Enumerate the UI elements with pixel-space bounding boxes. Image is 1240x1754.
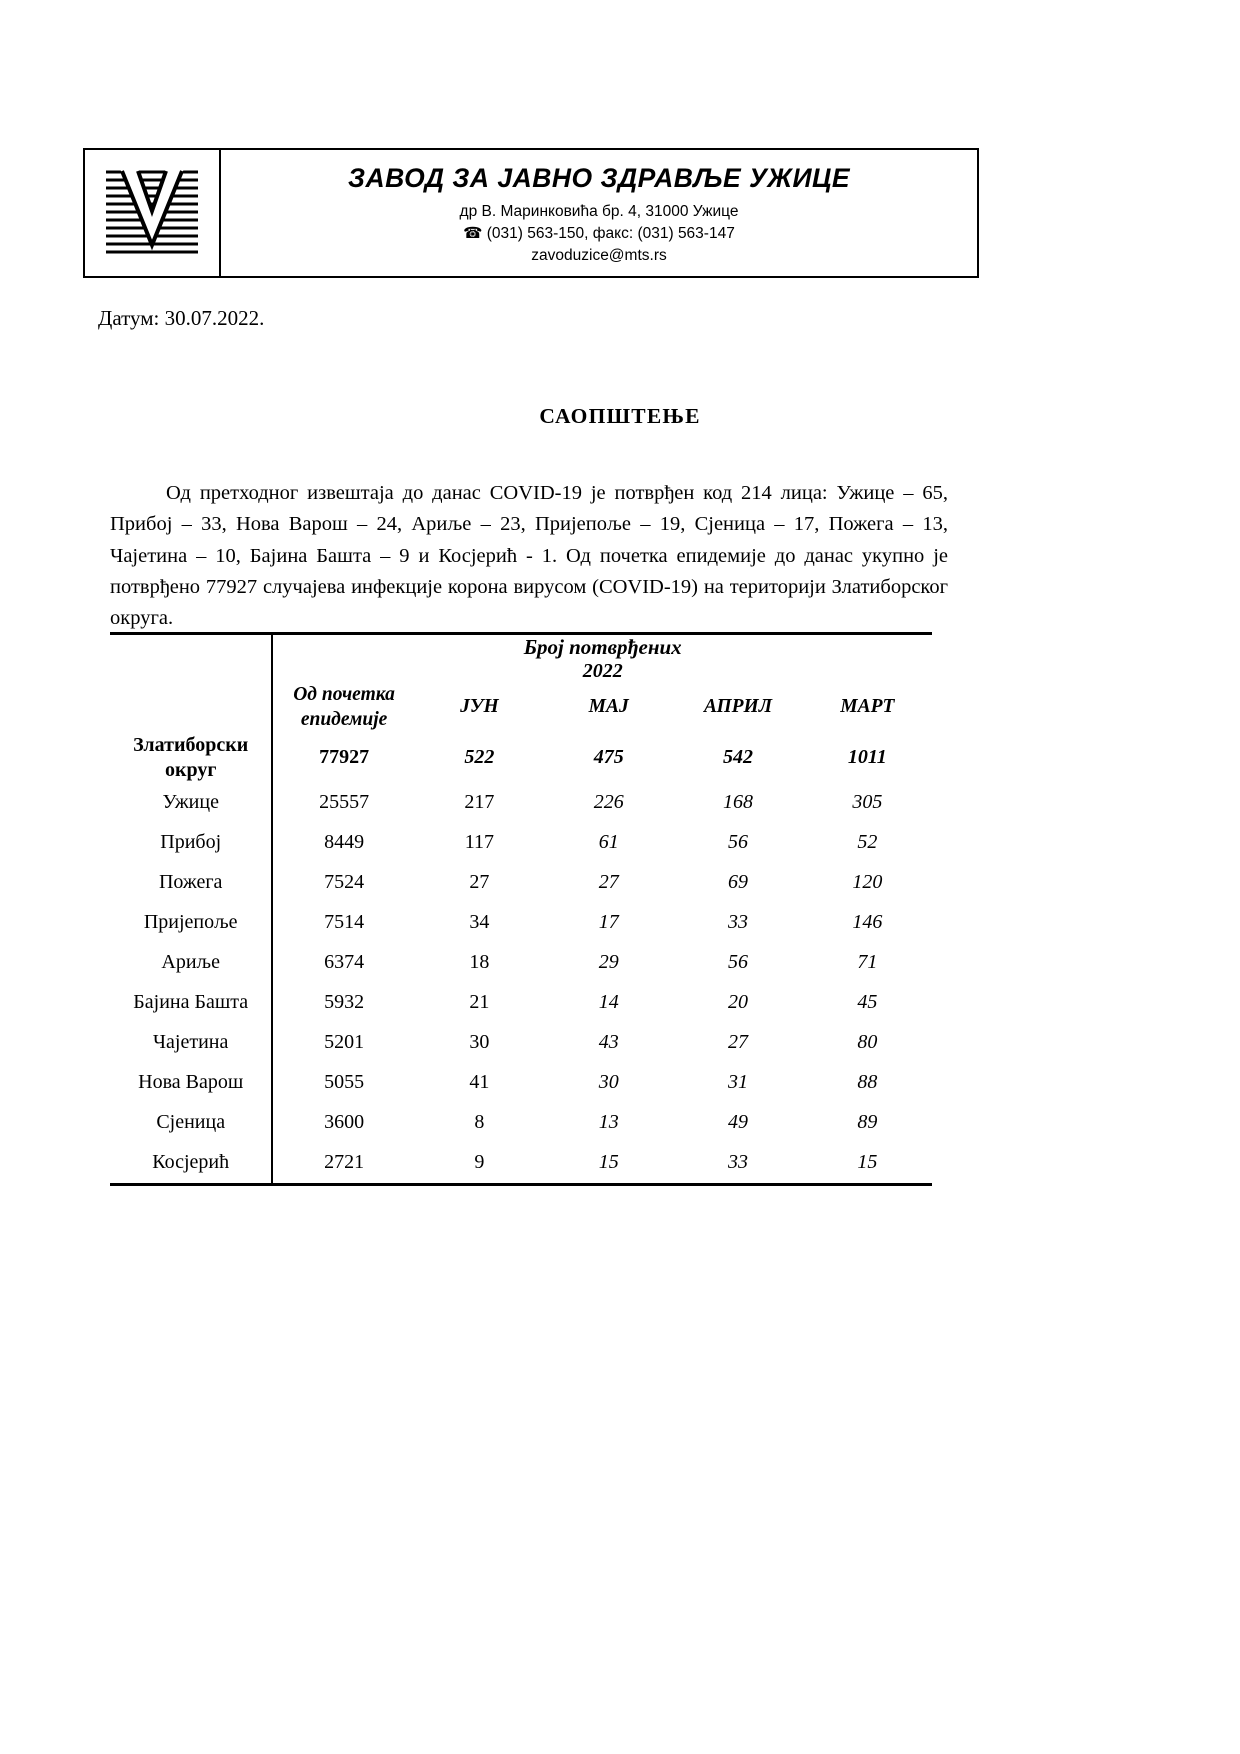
cell-april: 56	[728, 830, 749, 853]
column-header-may: МАЈ	[588, 696, 629, 718]
organization-phone: ☎ (031) 563-150, факс: (031) 563-147	[463, 225, 735, 242]
row-label: Пријепоље	[143, 910, 238, 933]
year-header: 2022	[272, 660, 932, 683]
cell-march: 305	[852, 790, 883, 813]
row-label: Ариље	[161, 950, 220, 973]
total-april: 542	[723, 746, 754, 769]
row-label: Прибој	[160, 830, 222, 853]
cell-june: 30	[469, 1030, 490, 1053]
empty-corner-cell	[110, 635, 272, 660]
row-label: Чајетина	[153, 1030, 229, 1053]
cell-april: 49	[728, 1110, 749, 1133]
empty-cell	[110, 660, 272, 683]
row-label-district: Златиборски округ	[133, 733, 249, 781]
logo-cell	[85, 150, 221, 276]
table-column-header-row	[110, 683, 932, 733]
cell-since-start: 8449	[272, 823, 414, 863]
table-row-total	[110, 733, 932, 783]
cell-june: 21	[469, 990, 490, 1013]
cell-june: 117	[464, 830, 495, 853]
total-since-start: 77927	[272, 733, 414, 783]
cell-april: 168	[723, 790, 754, 813]
cell-march: 71	[857, 950, 878, 973]
column-header-june: ЈУН	[460, 696, 499, 718]
cell-april: 69	[728, 870, 749, 893]
cell-since-start: 5932	[272, 983, 414, 1023]
table-row	[110, 823, 932, 863]
cell-april: 33	[728, 1150, 749, 1173]
total-june: 522	[464, 746, 495, 769]
table-row	[110, 903, 932, 943]
column-header-march: МАРТ	[840, 696, 895, 718]
cell-may: 61	[598, 830, 619, 853]
organization-address: др В. Маринковића бр. 4, 31000 Ужице	[459, 203, 739, 220]
table-row	[110, 983, 932, 1023]
cell-june: 9	[474, 1150, 485, 1173]
total-may: 475	[593, 746, 624, 769]
cell-may: 15	[598, 1150, 619, 1173]
row-label: Сјеница	[156, 1110, 226, 1133]
table-year-row	[110, 660, 932, 683]
cell-since-start: 7514	[272, 903, 414, 943]
empty-cell	[110, 683, 272, 733]
row-label: Нова Варош	[138, 1070, 244, 1093]
row-label: Пожега	[158, 870, 223, 893]
cell-may: 27	[598, 870, 619, 893]
cell-march: 120	[852, 870, 883, 893]
cell-march: 89	[857, 1110, 878, 1133]
cell-june: 8	[474, 1110, 485, 1133]
cell-april: 56	[728, 950, 749, 973]
cell-june: 27	[469, 870, 490, 893]
column-header-april: АПРИЛ	[703, 696, 773, 718]
cell-march: 15	[857, 1150, 878, 1173]
letterhead	[83, 148, 979, 278]
letterhead-text	[221, 150, 977, 276]
cell-may: 43	[598, 1030, 619, 1053]
cell-march: 146	[852, 910, 883, 933]
cell-april: 27	[728, 1030, 749, 1053]
organization-email: zavoduzice@mts.rs	[531, 247, 667, 264]
organization-name: ЗАВОД ЗА ЈАВНО ЗДРАВЉЕ УЖИЦЕ	[347, 163, 851, 193]
table-row	[110, 1143, 932, 1183]
group-header: Број потврђених	[272, 635, 932, 660]
cell-march: 52	[857, 830, 878, 853]
table-row	[110, 863, 932, 903]
cell-may: 13	[598, 1110, 619, 1133]
table-row	[110, 1063, 932, 1103]
cell-march: 45	[857, 990, 878, 1013]
cell-june: 18	[469, 950, 490, 973]
table-row	[110, 943, 932, 983]
cell-june: 41	[469, 1070, 490, 1093]
cell-may: 29	[598, 950, 619, 973]
table-row	[110, 783, 932, 823]
cell-march: 88	[857, 1070, 878, 1093]
cell-june: 217	[464, 790, 495, 813]
confirmed-cases-table	[110, 632, 932, 1186]
table-row	[110, 1103, 932, 1143]
cell-since-start: 5201	[272, 1023, 414, 1063]
column-header-since-start: Од почетка епидемије	[272, 683, 414, 733]
announcement-paragraph: Од претходног извештаја до данас COVID-19 је потврђен код 214 лица: Ужице – 65, Прибој – 33, Нова Варош – 24, Ариље – 23, Пријепоље – 19, Сјеница – 17, Пожега – 13, Чајетина – 10, Бајина Башта – 9 и Косјерић - 1. Од почетка епидемије до данас укупно је потврђено 77927 случајева инфекције корона вирусом (COVID-19) на територији Златиборског округа.	[110, 482, 948, 630]
cell-since-start: 6374	[272, 943, 414, 983]
cell-since-start: 7524	[272, 863, 414, 903]
page-title: САОПШТЕЊЕ	[539, 404, 701, 428]
cell-april: 33	[728, 910, 749, 933]
cell-may: 14	[598, 990, 619, 1013]
cell-may: 226	[593, 790, 624, 813]
cell-since-start: 5055	[272, 1063, 414, 1103]
cell-may: 30	[598, 1070, 619, 1093]
table-bottom-rule	[110, 1183, 932, 1185]
cell-april: 31	[728, 1070, 749, 1093]
document-date: Датум: 30.07.2022.	[98, 306, 265, 330]
institute-logo-icon	[104, 167, 200, 259]
cell-since-start: 3600	[272, 1103, 414, 1143]
row-label: Косјерић	[152, 1150, 230, 1173]
cell-march: 80	[857, 1030, 878, 1053]
total-march: 1011	[847, 746, 887, 769]
table-group-header-row	[110, 635, 932, 660]
row-label: Ужице	[162, 790, 219, 813]
cell-may: 17	[598, 910, 619, 933]
table-row	[110, 1023, 932, 1063]
cell-since-start: 25557	[272, 783, 414, 823]
cell-june: 34	[469, 910, 490, 933]
row-label: Бајина Башта	[133, 990, 249, 1013]
cell-since-start: 2721	[272, 1143, 414, 1183]
cell-april: 20	[728, 990, 749, 1013]
